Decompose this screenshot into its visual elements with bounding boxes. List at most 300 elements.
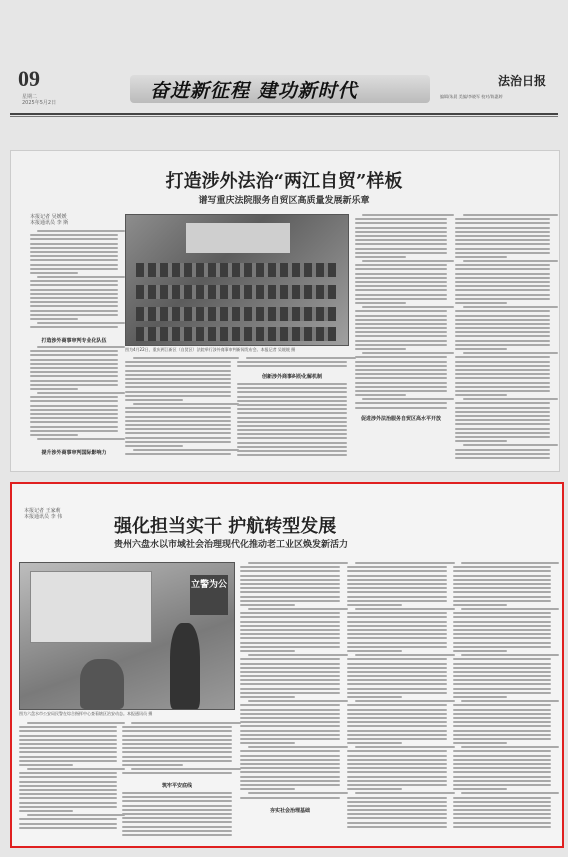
text-line bbox=[355, 273, 447, 275]
text-line bbox=[240, 767, 340, 769]
text-line bbox=[347, 688, 447, 690]
text-line bbox=[240, 771, 340, 773]
text-line bbox=[240, 780, 340, 782]
text-line bbox=[240, 755, 340, 757]
text-line bbox=[125, 395, 231, 397]
text-line bbox=[240, 742, 295, 744]
text-line bbox=[355, 654, 455, 656]
text-line bbox=[347, 612, 447, 614]
text-line bbox=[30, 318, 78, 320]
text-line bbox=[237, 408, 347, 410]
text-line bbox=[455, 348, 507, 350]
text-line bbox=[347, 596, 447, 598]
text-line bbox=[240, 797, 340, 799]
text-line bbox=[347, 709, 447, 711]
text-line bbox=[19, 772, 117, 774]
text-line bbox=[355, 402, 447, 404]
text-line bbox=[237, 383, 347, 385]
text-line bbox=[240, 575, 340, 577]
text-line bbox=[19, 751, 117, 753]
text-line bbox=[455, 218, 550, 220]
text-line bbox=[19, 747, 117, 749]
text-line bbox=[453, 629, 551, 631]
text-line bbox=[248, 608, 348, 610]
text-line bbox=[453, 755, 551, 757]
text-line bbox=[347, 771, 447, 773]
text-line bbox=[453, 683, 551, 685]
text-line bbox=[240, 683, 340, 685]
text-line bbox=[355, 369, 447, 371]
text-line bbox=[19, 818, 117, 820]
text-line bbox=[355, 608, 455, 610]
text-line bbox=[133, 403, 239, 405]
article-1-column-1b bbox=[30, 346, 118, 442]
text-line bbox=[347, 650, 402, 652]
article-1-title: 打造涉外法治“两江自贸”样板 bbox=[165, 171, 403, 192]
text-line bbox=[453, 625, 551, 627]
text-line bbox=[453, 646, 551, 648]
text-line bbox=[237, 361, 347, 363]
article-1-photo-caption: 图为4月22日，重庆两江新区（自贸区）法院举行涉外商事审判新闻发布会。本报记者 吴媛媛 摄 bbox=[125, 347, 296, 352]
text-line bbox=[240, 788, 295, 790]
text-line bbox=[455, 319, 550, 321]
text-line bbox=[30, 259, 118, 261]
text-line bbox=[19, 785, 117, 787]
text-line bbox=[455, 294, 550, 296]
text-line bbox=[122, 796, 232, 798]
text-line bbox=[240, 570, 340, 572]
article-2-section-heading: 夯实社会治理基础 bbox=[269, 808, 310, 814]
text-line bbox=[455, 415, 550, 417]
article-1-byline: 本报记者 吴媛媛 本报通讯员 李 斯 bbox=[30, 214, 69, 226]
text-line bbox=[237, 437, 347, 439]
text-line bbox=[455, 256, 507, 258]
text-line bbox=[453, 771, 551, 773]
text-line bbox=[355, 231, 447, 233]
text-line bbox=[30, 426, 118, 428]
photo-map-screen bbox=[30, 571, 152, 643]
text-line bbox=[347, 717, 447, 719]
text-line bbox=[453, 738, 551, 740]
text-line bbox=[19, 735, 117, 737]
text-line bbox=[347, 696, 402, 698]
text-line bbox=[125, 365, 231, 367]
text-line bbox=[355, 319, 447, 321]
text-line bbox=[30, 234, 118, 236]
text-line bbox=[240, 650, 295, 652]
text-line bbox=[355, 344, 447, 346]
text-line bbox=[248, 746, 348, 748]
text-line bbox=[347, 805, 447, 807]
text-line bbox=[19, 827, 117, 829]
text-line bbox=[240, 663, 340, 665]
text-line bbox=[453, 587, 551, 589]
text-line bbox=[240, 621, 340, 623]
text-line bbox=[455, 344, 550, 346]
text-line bbox=[362, 306, 454, 308]
text-line bbox=[240, 692, 340, 694]
text-line bbox=[125, 437, 231, 439]
text-line bbox=[455, 335, 550, 337]
text-line bbox=[455, 273, 550, 275]
text-line bbox=[347, 642, 447, 644]
text-line bbox=[455, 402, 550, 404]
text-line bbox=[30, 405, 118, 407]
text-line bbox=[240, 646, 340, 648]
text-line bbox=[125, 399, 183, 401]
text-line bbox=[347, 730, 447, 732]
text-line bbox=[453, 717, 551, 719]
editors-credit: 编辑/朱晨 美编/李晓军 校对/陈惠婷 bbox=[440, 94, 503, 99]
text-line bbox=[30, 430, 118, 432]
text-line bbox=[237, 417, 347, 419]
text-line bbox=[240, 604, 295, 606]
text-line bbox=[240, 709, 340, 711]
text-line bbox=[355, 289, 447, 291]
text-line bbox=[30, 409, 118, 411]
text-line bbox=[347, 600, 447, 602]
text-line bbox=[461, 746, 559, 748]
text-line bbox=[453, 776, 551, 778]
text-line bbox=[453, 650, 507, 652]
text-line bbox=[19, 760, 117, 762]
text-line bbox=[122, 821, 232, 823]
text-line bbox=[30, 251, 118, 253]
text-line bbox=[453, 566, 551, 568]
article-2-subtitle: 贵州六盘水以市域社会治理现代化推动老工业区焕发新活力 bbox=[114, 540, 349, 550]
text-line bbox=[453, 742, 507, 744]
text-line bbox=[461, 608, 559, 610]
text-line bbox=[30, 354, 118, 356]
text-line bbox=[30, 280, 118, 282]
text-line bbox=[347, 713, 447, 715]
text-line bbox=[19, 823, 117, 825]
text-line bbox=[237, 400, 347, 402]
text-line bbox=[30, 293, 118, 295]
text-line bbox=[27, 768, 125, 770]
text-line bbox=[455, 327, 550, 329]
text-line bbox=[453, 817, 551, 819]
article-1-column-3 bbox=[237, 357, 347, 370]
text-line bbox=[453, 713, 551, 715]
text-line bbox=[455, 243, 550, 245]
text-line bbox=[30, 264, 118, 266]
text-line bbox=[463, 260, 558, 262]
text-line bbox=[355, 335, 447, 337]
text-line bbox=[122, 809, 232, 811]
text-line bbox=[237, 396, 347, 398]
text-line bbox=[240, 591, 340, 593]
text-line bbox=[453, 612, 551, 614]
text-line bbox=[347, 629, 447, 631]
text-line bbox=[30, 388, 78, 390]
text-line bbox=[240, 759, 340, 761]
text-line bbox=[453, 734, 551, 736]
text-line bbox=[455, 440, 507, 442]
text-line bbox=[453, 692, 551, 694]
text-line bbox=[240, 725, 340, 727]
text-line bbox=[455, 268, 550, 270]
text-line bbox=[19, 810, 73, 812]
text-line bbox=[27, 814, 125, 816]
text-line bbox=[240, 596, 340, 598]
text-line bbox=[455, 436, 550, 438]
text-line bbox=[237, 429, 347, 431]
text-line bbox=[240, 713, 340, 715]
text-line bbox=[240, 721, 340, 723]
text-line bbox=[347, 621, 447, 623]
text-line bbox=[455, 235, 550, 237]
text-line bbox=[455, 390, 550, 392]
text-line bbox=[30, 243, 118, 245]
text-line bbox=[347, 780, 447, 782]
text-line bbox=[455, 340, 550, 342]
text-line bbox=[30, 305, 118, 307]
text-line bbox=[347, 579, 447, 581]
text-line bbox=[125, 441, 231, 443]
text-line bbox=[347, 658, 447, 660]
text-line bbox=[122, 739, 232, 741]
text-line bbox=[240, 763, 340, 765]
text-line bbox=[19, 806, 117, 808]
text-line bbox=[355, 298, 447, 300]
text-line bbox=[455, 411, 550, 413]
text-line bbox=[19, 756, 117, 758]
text-line bbox=[347, 570, 447, 572]
person-figure bbox=[80, 659, 124, 709]
text-line bbox=[455, 285, 550, 287]
text-line bbox=[455, 302, 507, 304]
text-line bbox=[455, 428, 550, 430]
newspaper-logo: 法治日报 bbox=[497, 74, 546, 88]
text-line bbox=[453, 671, 551, 673]
text-line bbox=[455, 298, 550, 300]
text-line bbox=[30, 268, 118, 270]
text-line bbox=[347, 813, 447, 815]
text-line bbox=[240, 637, 340, 639]
text-line bbox=[355, 248, 447, 250]
text-line bbox=[125, 378, 231, 380]
text-line bbox=[461, 792, 559, 794]
text-line bbox=[122, 800, 232, 802]
text-line bbox=[240, 675, 340, 677]
text-line bbox=[453, 797, 551, 799]
text-line bbox=[453, 616, 551, 618]
text-line bbox=[453, 725, 551, 727]
text-line bbox=[461, 700, 559, 702]
text-line bbox=[453, 600, 551, 602]
text-line bbox=[453, 696, 507, 698]
text-line bbox=[355, 377, 447, 379]
text-line bbox=[455, 365, 550, 367]
text-line bbox=[37, 346, 125, 348]
text-line bbox=[455, 356, 550, 358]
text-line bbox=[455, 289, 550, 291]
text-line bbox=[125, 407, 231, 409]
text-line bbox=[455, 369, 550, 371]
text-line bbox=[240, 629, 340, 631]
text-line bbox=[131, 722, 241, 724]
text-line bbox=[455, 227, 550, 229]
text-line bbox=[30, 255, 118, 257]
person-figure bbox=[170, 623, 200, 709]
text-line bbox=[30, 284, 118, 286]
text-line bbox=[463, 214, 558, 216]
text-line bbox=[453, 801, 551, 803]
text-line bbox=[455, 222, 550, 224]
text-line bbox=[453, 658, 551, 660]
article-2-column-3 bbox=[240, 562, 340, 801]
text-line bbox=[453, 591, 551, 593]
text-line bbox=[455, 361, 550, 363]
text-line bbox=[347, 566, 447, 568]
text-line bbox=[453, 767, 551, 769]
text-line bbox=[19, 730, 117, 732]
text-line bbox=[455, 419, 550, 421]
text-line bbox=[122, 805, 232, 807]
text-line bbox=[463, 306, 558, 308]
text-line bbox=[37, 276, 125, 278]
text-line bbox=[30, 367, 118, 369]
text-line bbox=[240, 776, 340, 778]
text-line bbox=[355, 235, 447, 237]
text-line bbox=[455, 323, 550, 325]
text-line bbox=[347, 692, 447, 694]
text-line bbox=[133, 449, 239, 451]
text-line bbox=[240, 671, 340, 673]
text-line bbox=[248, 792, 348, 794]
text-line bbox=[19, 739, 117, 741]
text-line bbox=[248, 562, 348, 564]
text-line bbox=[37, 438, 125, 440]
text-line bbox=[355, 243, 447, 245]
text-line bbox=[455, 277, 550, 279]
text-line bbox=[240, 658, 340, 660]
text-line bbox=[240, 667, 340, 669]
text-line bbox=[355, 348, 406, 350]
text-line bbox=[19, 802, 117, 804]
text-line bbox=[347, 704, 447, 706]
text-line bbox=[30, 384, 118, 386]
text-line bbox=[30, 413, 118, 415]
text-line bbox=[355, 285, 447, 287]
text-line bbox=[122, 730, 232, 732]
page-number: 09 bbox=[18, 66, 40, 91]
text-line bbox=[355, 222, 447, 224]
text-line bbox=[455, 449, 550, 451]
text-line bbox=[455, 252, 550, 254]
text-line bbox=[125, 370, 231, 372]
text-line bbox=[347, 675, 447, 677]
text-line bbox=[453, 709, 551, 711]
text-line bbox=[355, 264, 447, 266]
article-1-section-heading: 促进涉外法治服务自贸区高水平开放 bbox=[360, 416, 441, 422]
text-line bbox=[30, 314, 118, 316]
article-2-column-4 bbox=[347, 562, 447, 830]
text-line bbox=[453, 763, 551, 765]
text-line bbox=[347, 637, 447, 639]
text-line bbox=[355, 407, 447, 409]
text-line bbox=[347, 826, 447, 828]
text-line bbox=[347, 809, 447, 811]
text-line bbox=[355, 277, 447, 279]
text-line bbox=[347, 801, 447, 803]
text-line bbox=[453, 679, 551, 681]
text-line bbox=[30, 375, 118, 377]
text-line bbox=[122, 726, 232, 728]
text-line bbox=[455, 248, 550, 250]
text-line bbox=[347, 742, 402, 744]
text-line bbox=[248, 654, 348, 656]
text-line bbox=[455, 315, 550, 317]
text-line bbox=[347, 725, 447, 727]
text-line bbox=[122, 764, 183, 766]
text-line bbox=[125, 361, 231, 363]
text-line bbox=[355, 227, 447, 229]
text-line bbox=[453, 675, 551, 677]
text-line bbox=[455, 377, 550, 379]
text-line bbox=[30, 400, 118, 402]
text-line bbox=[122, 834, 232, 836]
text-line bbox=[347, 604, 402, 606]
text-line bbox=[240, 600, 340, 602]
text-line bbox=[453, 621, 551, 623]
text-line bbox=[347, 784, 447, 786]
text-line bbox=[453, 730, 551, 732]
text-line bbox=[355, 331, 447, 333]
text-line bbox=[122, 760, 232, 762]
text-line bbox=[355, 386, 447, 388]
text-line bbox=[455, 310, 550, 312]
text-line bbox=[30, 396, 118, 398]
text-line bbox=[347, 817, 447, 819]
text-line bbox=[455, 331, 550, 333]
text-line bbox=[237, 391, 347, 393]
text-line bbox=[453, 784, 551, 786]
header-rule-thin bbox=[10, 116, 558, 117]
text-line bbox=[347, 583, 447, 585]
article-1-subtitle: 谱写重庆法院服务自贸区高质量发展新乐章 bbox=[198, 196, 370, 206]
text-line bbox=[347, 721, 447, 723]
text-line bbox=[240, 583, 340, 585]
text-line bbox=[355, 700, 455, 702]
text-line bbox=[347, 667, 447, 669]
text-line bbox=[362, 398, 454, 400]
text-line bbox=[240, 612, 340, 614]
text-line bbox=[453, 604, 507, 606]
text-line bbox=[453, 826, 551, 828]
text-line bbox=[453, 759, 551, 761]
text-line bbox=[30, 301, 118, 303]
text-line bbox=[125, 386, 231, 388]
text-line bbox=[30, 417, 118, 419]
text-line bbox=[240, 642, 340, 644]
text-line bbox=[347, 679, 447, 681]
text-line bbox=[237, 421, 347, 423]
text-line bbox=[122, 826, 232, 828]
text-line bbox=[455, 423, 550, 425]
text-line bbox=[355, 746, 455, 748]
text-line bbox=[240, 784, 340, 786]
article-1-section-heading: 创新涉外商事纠纷化解机制 bbox=[261, 374, 322, 380]
article-2-section-heading: 筑牢平安底线 bbox=[161, 783, 192, 789]
text-line bbox=[125, 453, 231, 455]
text-line bbox=[463, 398, 558, 400]
text-line bbox=[355, 323, 447, 325]
text-line bbox=[362, 260, 454, 262]
photo-screen bbox=[186, 223, 290, 253]
text-line bbox=[355, 256, 406, 258]
